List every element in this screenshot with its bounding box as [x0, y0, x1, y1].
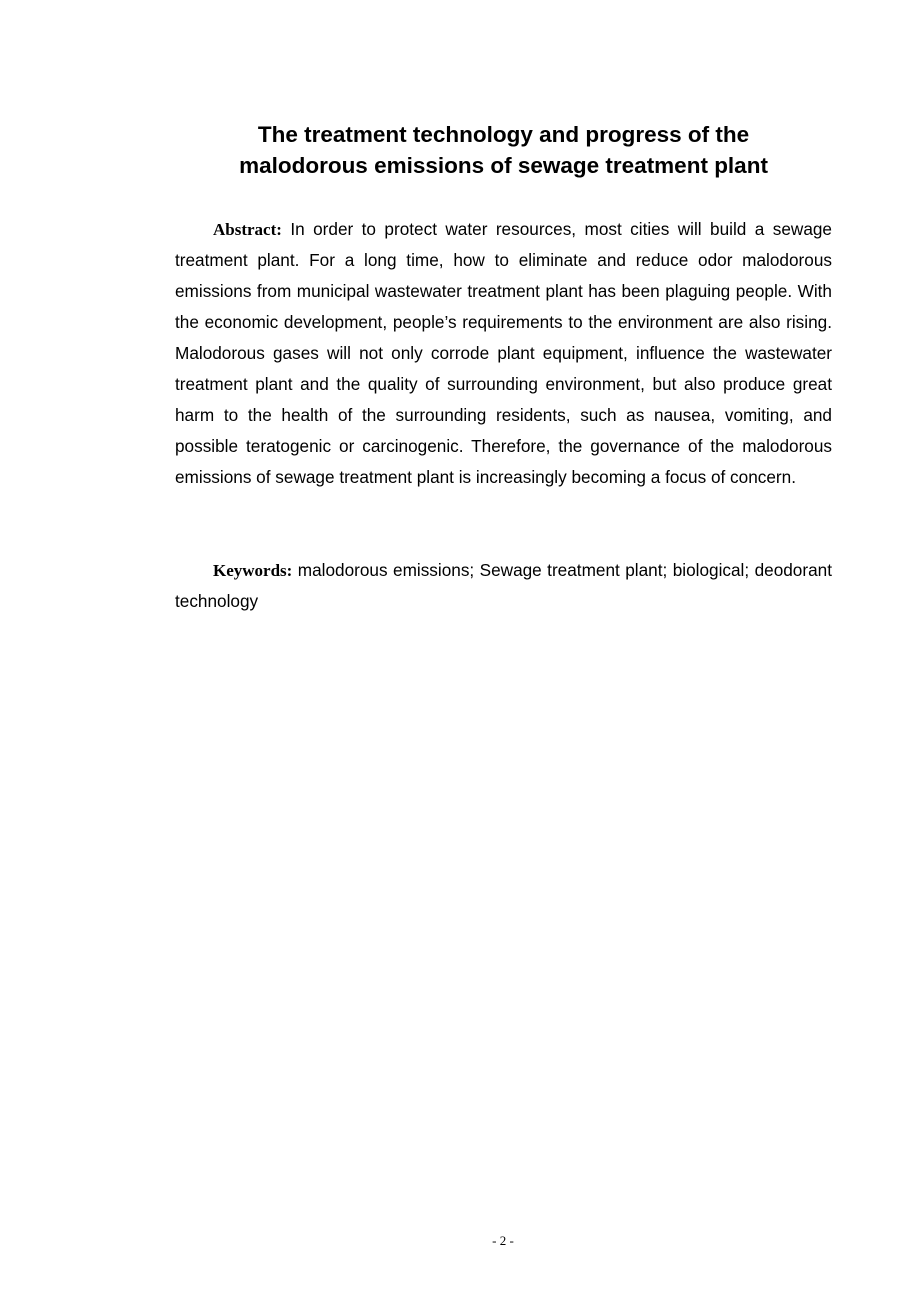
- document-title: [175, 119, 832, 181]
- keywords-text: malodorous emissions; Sewage treatment plant; biological; deodorant technology: [175, 560, 832, 611]
- page-number: - 2 -: [492, 1233, 514, 1248]
- keywords-label: Keywords:: [213, 561, 293, 580]
- title-line-1: The treatment technology and progress of the: [257, 122, 750, 147]
- abstract-text: In order to protect water resources, most cities will build a sewage treatment plant. For a long time, how to eliminate and reduce odor malodorous emissions from municipal wastewater treatment plant has been plaguing people. With the economic development, people’s requirements to the environment are also rising. Malodorous gases will not only corrode plant equipment, influence the wastewater treatment plant and the quality of surrounding environment, but also produce great harm to the health of the surrounding residents, such as nausea, vomiting, and possible teratogenic or carcinogenic. Therefore, the governance of the malodorous emissions of sewage treatment plant is increasingly becoming a focus of concern.: [175, 219, 832, 487]
- title-line-2: malodorous emissions of sewage treatment plant: [239, 153, 768, 178]
- abstract-paragraph: [175, 214, 832, 493]
- keywords-paragraph: [175, 555, 832, 617]
- abstract-label: Abstract:: [213, 220, 282, 239]
